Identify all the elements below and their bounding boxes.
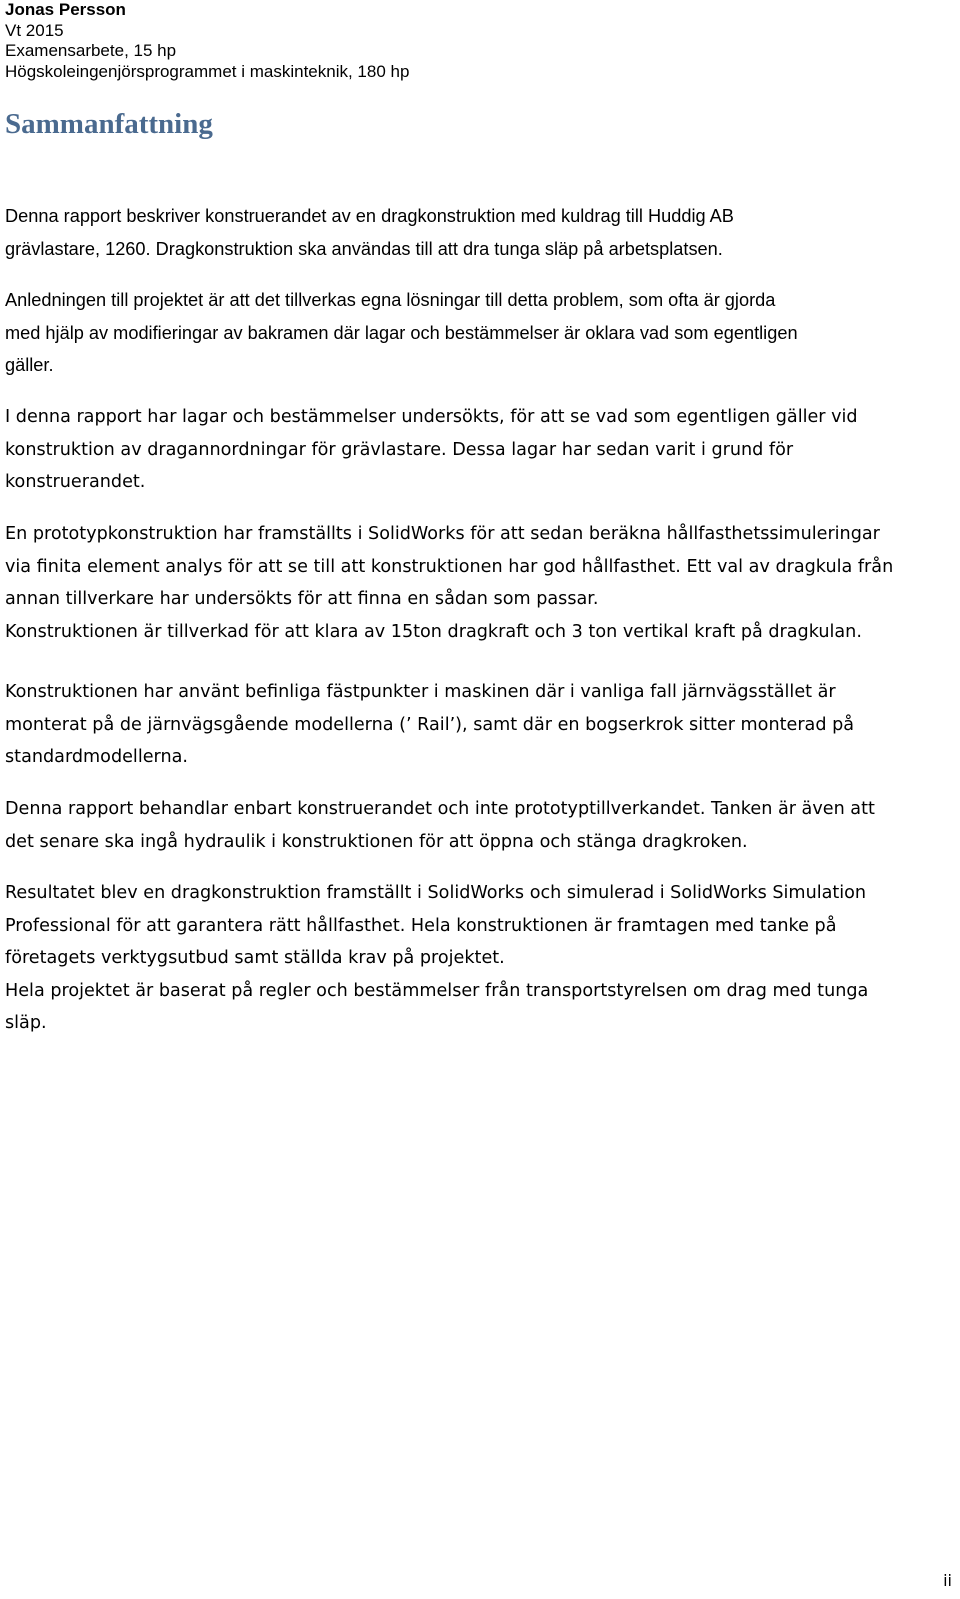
paragraph-line: Denna rapport behandlar enbart konstruerandet och inte prototyptillverkandet. Tanken är även att: [5, 799, 875, 819]
paragraph-line: Resultatet blev en dragkonstruktion framställt i SolidWorks och simulerad i SolidWorks Simulation: [5, 883, 867, 903]
paragraph-line: gäller.: [5, 355, 54, 375]
paragraph-line: med hjälp av modifieringar av bakramen där lagar och bestämmelser är oklara vad som egentligen: [5, 322, 798, 343]
paragraph-line: En prototypkonstruktion har framställts i SolidWorks för att sedan beräkna hållfasthetssimuleringar: [5, 524, 880, 544]
paragraph-line: släp.: [5, 1013, 47, 1033]
paragraph-line: Professional för att garantera rätt hållfasthet. Hela konstruktionen är framtagen med tanke på: [5, 915, 837, 936]
paragraph-line: företagets verktygsutbud samt ställda krav på projektet.: [5, 948, 505, 968]
section-title: Sammanfattning: [5, 108, 213, 140]
paragraph-line: Anledningen till projektet är att det tillverkas egna lösningar till detta problem, som ofta är gjorda: [5, 290, 776, 310]
paragraph-line: grävlastare, 1260. Dragkonstruktion ska användas till att dra tunga släp på arbetsplatsen.: [5, 238, 723, 259]
paragraph-scope: [5, 793, 955, 858]
paragraph-line: Hela projektet är baserat på regler och bestämmelser från transportstyrelsen om drag med tunga: [5, 980, 869, 1001]
document-header: [5, 0, 409, 82]
paragraph-line: monterat på de järnvägsgående modellerna (’ Rail’), samt där en bogserkrok sitter monterad på: [5, 714, 855, 735]
program: Högskoleingenjörsprogrammet i maskinteknik, 180 hp: [5, 61, 410, 81]
paragraph-background: [5, 284, 955, 382]
paragraph-line: konstruktion av dragannordningar för grävlastare. Dessa lagar har sedan varit i grund för: [5, 439, 794, 460]
paragraph-line: Konstruktionen är tillverkad för att klara av 15ton dragkraft och 3 ton vertikal kraft på dragkulan.: [5, 621, 862, 642]
paragraph-line: standardmodellerna.: [5, 747, 188, 767]
paragraph-result: [5, 877, 955, 1040]
page-number: ii: [943, 1571, 952, 1590]
term: Vt 2015: [5, 20, 64, 40]
paragraph-line: via finita element analys för att se till att konstruktionen har god hållfasthet. Ett val av dragkula från: [5, 556, 894, 577]
paragraph-regulations: [5, 401, 955, 499]
author-name: Jonas Persson: [5, 0, 126, 19]
paragraph-prototype: [5, 518, 955, 648]
course: Examensarbete, 15 hp: [5, 41, 177, 60]
paragraph-mounting: [5, 676, 955, 774]
paragraph-line: I denna rapport har lagar och bestämmelser undersökts, för att se vad som egentligen gäller vid: [5, 407, 858, 427]
paragraph-line: annan tillverkare har undersökts för att finna en sådan som passar.: [5, 589, 599, 609]
paragraph-line: det senare ska ingå hydraulik i konstruktionen för att öppna och stänga dragkroken.: [5, 831, 748, 852]
paragraph-line: konstruerandet.: [5, 472, 146, 492]
paragraph-line: Denna rapport beskriver konstruerandet av en dragkonstruktion med kuldrag till Huddig AB: [5, 206, 734, 226]
paragraph-line: Konstruktionen har använt befinliga fästpunkter i maskinen där i vanliga fall järnvägsstället är: [5, 682, 836, 702]
paragraph-intro: [5, 200, 955, 265]
